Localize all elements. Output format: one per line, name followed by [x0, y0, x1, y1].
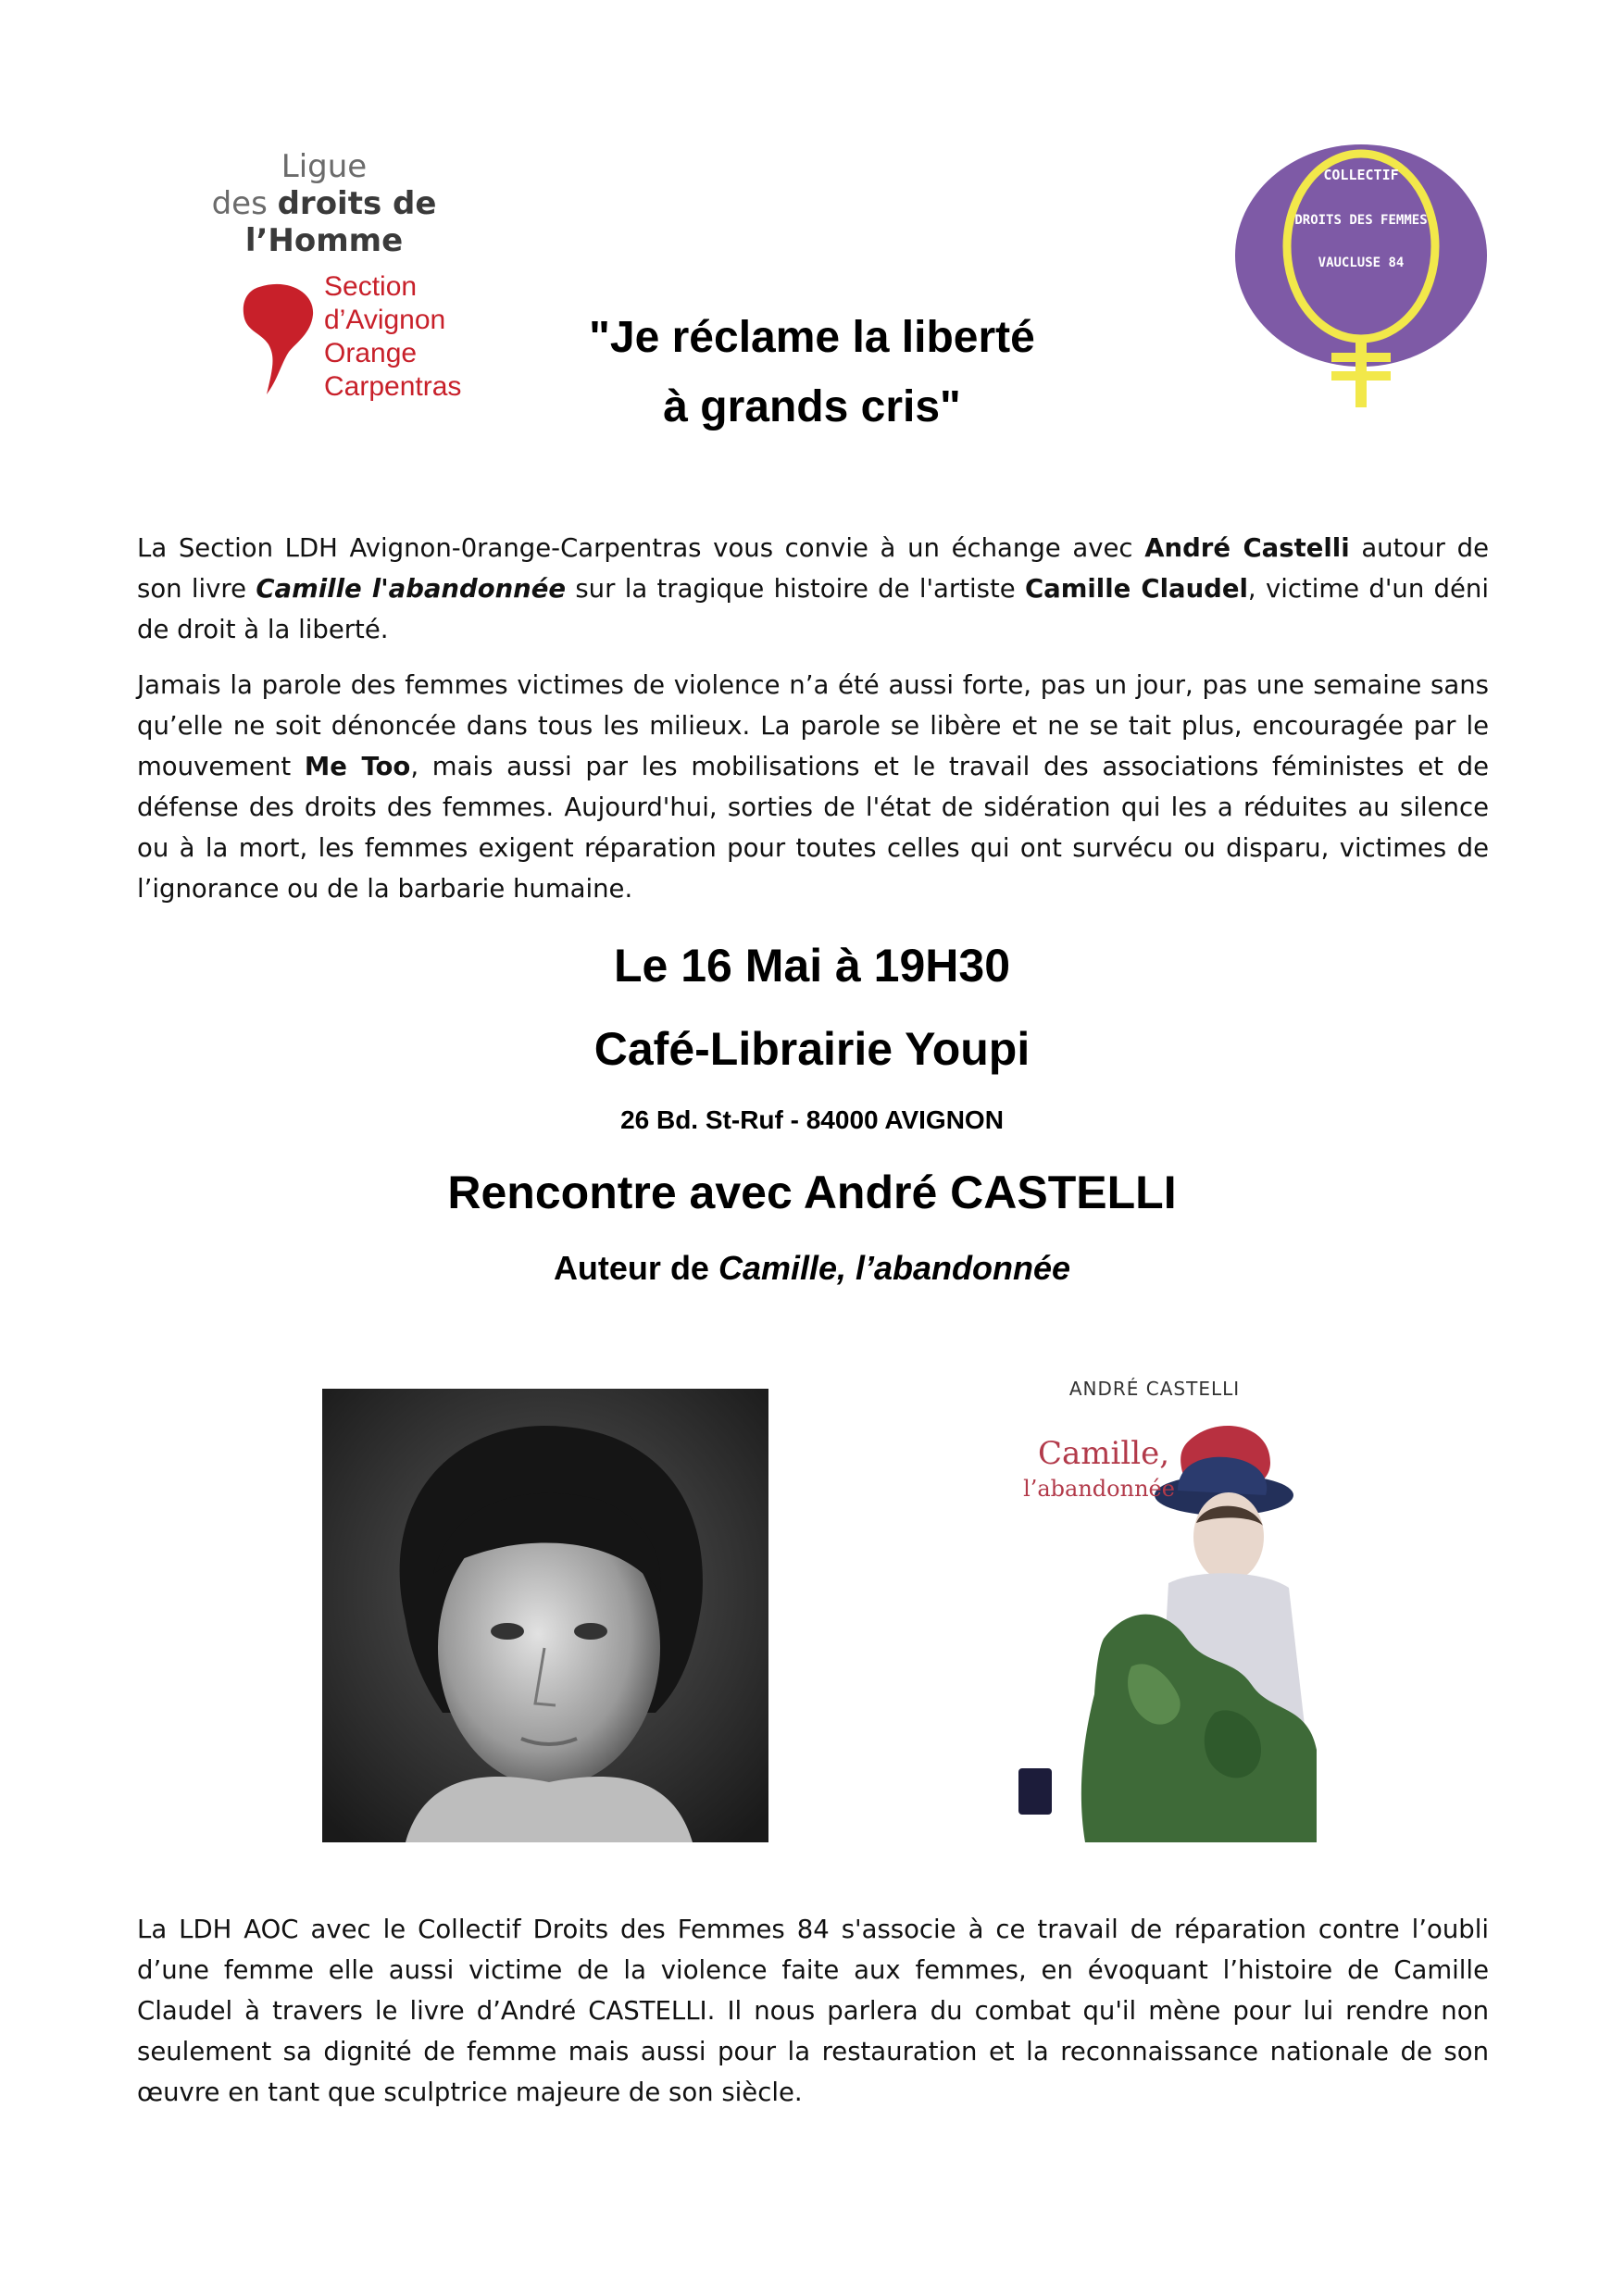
intro-p2-text2: , mais aussi par les mobilisations et le travail des associations féministes et de défense des droits des femmes. Aujourd'hui, sorties de l'état de sidération qui les a réduites au silence ou à la mort, les femmes exigent réparation pour toutes celles qui ont survécu ou disparu, victimes de l’ignorance ou de la barbarie humaine.: [137, 752, 1490, 904]
intro-p1-artist: Camille Claudel: [1024, 574, 1248, 604]
intro-p1-text1: La Section LDH Avignon-0range-Carpentras vous convie à un échange avec: [137, 533, 1145, 563]
event-date: Le 16 Mai à 19H30: [613, 940, 1011, 992]
ldh-logo-line2: [167, 185, 481, 222]
event-author-book: Camille, l’abandonnée: [718, 1249, 1071, 1287]
ldh-logo-line3: [167, 222, 481, 259]
ldh-section-line1: Section: [324, 271, 418, 302]
intro-p2-metoo: Me Too: [304, 752, 411, 781]
intro-p1-book-title: Camille l'abandonnée: [256, 574, 567, 604]
book-cover: [993, 1361, 1317, 1842]
book-cover-author: ANDRÉ CASTELLI: [1068, 1378, 1241, 1400]
portrait-image: [322, 1389, 768, 1842]
book-cover-illustration: [993, 1361, 1317, 1842]
page-title-line2: à grands cris": [663, 382, 961, 431]
event-address: 26 Bd. St-Ruf - 84000 AVIGNON: [620, 1105, 1004, 1134]
event-author-prefix: Auteur de: [553, 1249, 718, 1287]
book-cover-title-line1: Camille,: [1037, 1435, 1170, 1472]
intro-p1-text3: sur la tragique histoire de l'artiste: [566, 574, 1025, 604]
intro-p1-text2: autour de son livre: [137, 533, 1489, 604]
ldh-logo-line2-bold: droits de: [277, 185, 437, 222]
page-title-line1: "Je réclame la liberté: [589, 313, 1035, 362]
intro-p2-text1: Jamais la parole des femmes victimes de violence n’a été aussi forte, pas un jour, pas une semaine sans qu’elle ne soit dénoncée dans tous les milieux. La parole se libère et ne se tait plus, encouragée par le mouvement: [137, 670, 1489, 781]
event-author: [0, 1245, 1624, 1292]
portrait-photo: [322, 1389, 768, 1842]
closing-paragraph: La LDH AOC avec le Collectif Droits des Femmes 84 s'associe à ce travail de réparation contre l’oubli d’une femme elle aussi victime de la violence faite aux femmes, en évoquant l’histoire de Camille Claudel à travers le livre d’André CASTELLI. Il nous parlera du combat qu'il mène pour lui rendre non seulement sa dignité de femme mais aussi pour la restauration et la reconnaissance nationale de son œuvre en tant que sculptrice majeure de son siècle.: [137, 1915, 1489, 2107]
collectif-line2: DROITS DES FEMMES: [1294, 213, 1428, 228]
book-cover-title-line2: l’abandonnée: [1023, 1476, 1175, 1502]
collectif-line3: VAUCLUSE 84: [1318, 256, 1405, 270]
ldh-logo-line2-prefix: des: [211, 185, 278, 222]
ldh-section-line2: d’Avignon: [324, 305, 446, 335]
event-venue: Café-Librairie Youpi: [593, 1023, 1031, 1075]
intro-paragraph-1: [137, 528, 1489, 650]
ldh-logo-line3-bold: l’Homme: [244, 222, 404, 259]
collectif-line1: COLLECTIF: [1323, 167, 1399, 183]
intro-p1-author: André Castelli: [1144, 533, 1350, 563]
intro-p1-text4: , victime d'un déni de droit à la liberté.: [137, 574, 1490, 644]
ldh-logo-line1: Ligue: [281, 148, 368, 185]
event-meeting: Rencontre avec André CASTELLI: [447, 1167, 1177, 1218]
intro-paragraph-2: [137, 665, 1489, 909]
ldh-section-line3: Orange: [324, 338, 418, 368]
ldh-section-line4: Carpentras: [324, 371, 462, 402]
